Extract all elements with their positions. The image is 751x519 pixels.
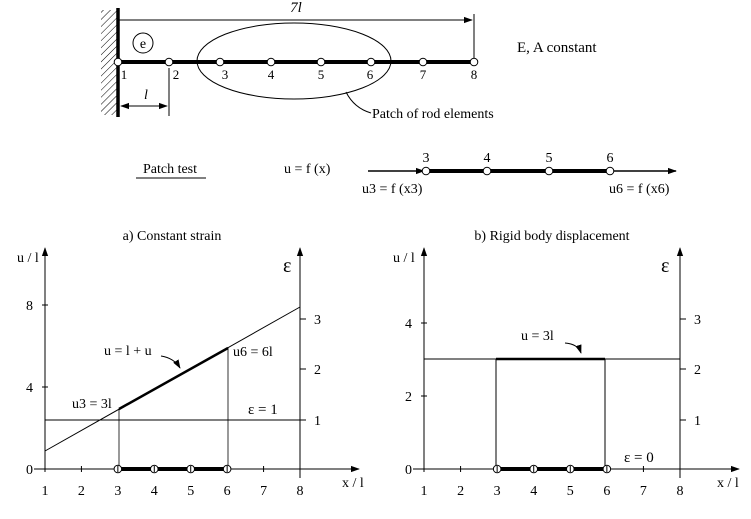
rod-node: [317, 58, 325, 66]
patch-node-label: 3: [422, 151, 430, 166]
x-tick-label: 3: [493, 484, 501, 499]
node-label: 5: [317, 67, 325, 82]
node-label: 8: [470, 67, 478, 82]
x-tick-label: 6: [223, 484, 231, 499]
rod-diagram: [101, 0, 597, 122]
node-label: 2: [172, 67, 180, 82]
rod-node: [114, 58, 122, 66]
y-tick-label: 4: [26, 381, 33, 396]
strain-tick-label: 3: [694, 313, 701, 328]
y-axis-label: u / l: [393, 251, 415, 266]
strain-tick-label: 1: [694, 414, 701, 429]
x-tick-label: 3: [114, 484, 122, 499]
annotation-u3: u3 = 3l: [72, 397, 112, 412]
x-tick-label: 5: [566, 484, 574, 499]
strain-tick-label: 3: [314, 313, 321, 328]
strain-tick-label: 2: [694, 363, 701, 378]
strain-axis-label: ε: [661, 255, 670, 277]
element-tag-label: e: [139, 37, 147, 52]
annotation-u6: u6 = 6l: [233, 345, 273, 360]
node-label: 4: [267, 67, 275, 82]
y-tick-label: 4: [405, 317, 412, 332]
annotation-leader: [565, 343, 581, 353]
y-tick-label: 0: [405, 463, 412, 478]
chart-title: a) Constant strain: [122, 229, 222, 244]
chart-constant-strain: [17, 229, 364, 499]
strain-tick-label: 1: [314, 414, 321, 429]
rod-node: [470, 58, 478, 66]
node-label: 6: [366, 67, 374, 82]
patch-test-function: u = f (x): [284, 162, 331, 177]
x-tick-label: 4: [530, 484, 538, 499]
patch-leader: [346, 92, 371, 113]
annotation-strain: ε = 1: [248, 402, 278, 418]
patch-node-label: 4: [483, 151, 491, 166]
patch-node: [545, 167, 553, 175]
strain-axis-label: ε: [283, 255, 292, 277]
annotation-displacement: u = 3l: [521, 329, 554, 344]
x-tick-label: 6: [603, 484, 611, 499]
right-boundary-condition: u6 = f (x6): [609, 182, 670, 197]
rod-node: [267, 58, 275, 66]
patch-label: Patch of rod elements: [372, 107, 494, 122]
node-label: 7: [419, 67, 427, 82]
rod-node: [216, 58, 224, 66]
x-tick-label: 8: [676, 484, 684, 499]
x-tick-label: 2: [457, 484, 465, 499]
strain-tick-label: 2: [314, 363, 321, 378]
annotation-leader: [161, 356, 180, 368]
rod-node: [367, 58, 375, 66]
strain-ticks: [300, 313, 321, 429]
x-axis-label: x / l: [717, 476, 739, 491]
x-tick-label: 7: [260, 484, 268, 499]
y-tick-label: 0: [26, 463, 33, 478]
patch-test-title: Patch test: [142, 162, 198, 177]
y-tick-label: 2: [405, 390, 412, 405]
patch-node: [422, 167, 430, 175]
chart-title: b) Rigid body displacement: [474, 229, 630, 244]
total-length-label: 7l: [290, 0, 302, 16]
x-tick-label: 2: [77, 484, 85, 499]
x-tick-label: 7: [639, 484, 647, 499]
chart-rigid-body: [393, 229, 739, 499]
material-note: E, A constant: [517, 40, 597, 56]
x-axis-label: x / l: [342, 476, 364, 491]
patch-node: [483, 167, 491, 175]
x-tick-label: 8: [296, 484, 304, 499]
annotation-displacement: u = l + u: [104, 344, 152, 359]
x-tick-label: 1: [420, 484, 428, 499]
y-tick-label: 8: [26, 299, 33, 314]
strain-ticks: [680, 313, 701, 429]
spacing-label: l: [144, 88, 148, 103]
x-tick-label: 5: [187, 484, 195, 499]
left-boundary-condition: u3 = f (x3): [362, 182, 423, 197]
node-label: 1: [120, 67, 128, 82]
patch-test: [136, 151, 676, 197]
rod-node: [165, 58, 173, 66]
x-tick-label: 1: [41, 484, 49, 499]
node-label: 3: [221, 67, 229, 82]
rod-node: [419, 58, 427, 66]
patch-node-label: 5: [545, 151, 553, 166]
y-axis-label: u / l: [17, 251, 39, 266]
patch-node: [606, 167, 614, 175]
patch-node-label: 6: [606, 151, 614, 166]
annotation-strain: ε = 0: [624, 450, 654, 466]
x-tick-label: 4: [150, 484, 158, 499]
